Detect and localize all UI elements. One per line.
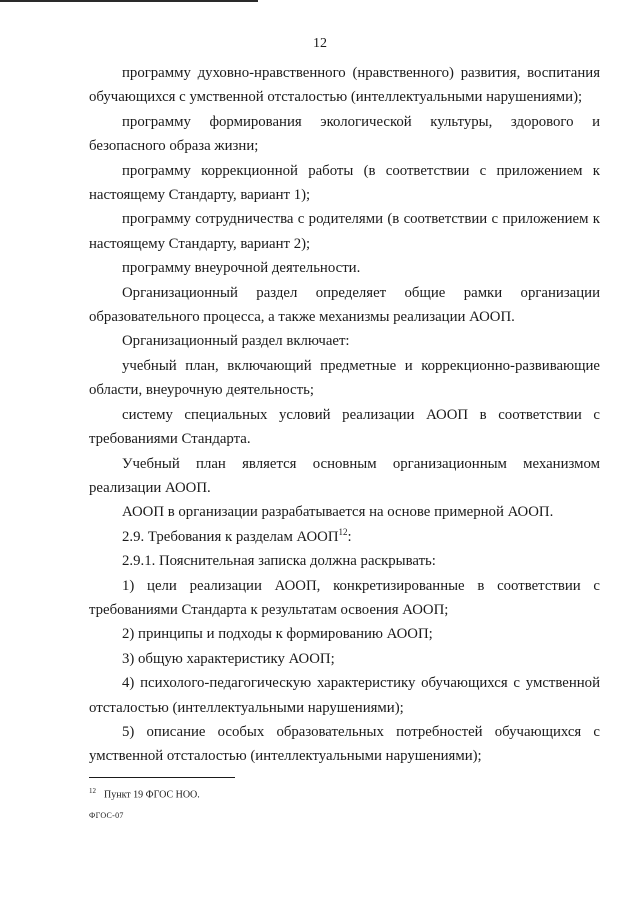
page-number: 12: [313, 36, 327, 51]
footnote-separator: [89, 777, 235, 778]
footnote: [89, 785, 200, 801]
list-item: 1) цели реализации АООП, конкретизированные в соответствии с требованиями Стандарта к результатам освоения АООП;: [89, 577, 600, 618]
paragraph: программу коррекционной работы (в соответствии с приложением к настоящему Стандарту, вариант 1);: [89, 162, 600, 204]
section-heading-suffix: :: [347, 528, 352, 545]
paragraph: АООП в организации разрабатывается на основе примерной АООП.: [122, 504, 554, 521]
paragraph: программу внеурочной деятельности.: [122, 260, 361, 277]
paragraph: программу духовно-нравственного (нравственного) развития, воспитания обучающихся с умственной отсталостью (интеллектуальными нарушениями);: [89, 65, 600, 106]
footnote-reference: 12: [338, 526, 348, 537]
document-body: [89, 61, 600, 769]
footnote-number: 12: [89, 787, 96, 795]
paragraph: программу сотрудничества с родителями (в соответствии с приложением к настоящему Стандарту, вариант 2);: [89, 211, 600, 252]
section-heading-text: 2.9. Требования к разделам АООП: [122, 528, 339, 545]
paragraph: Учебный план является основным организационным механизмом реализации АООП.: [89, 455, 600, 496]
section-heading: [89, 525, 600, 549]
footnote-text: Пункт 19 ФГОС НОО.: [104, 789, 200, 801]
subsection-heading: 2.9.1. Пояснительная записка должна раскрывать:: [122, 553, 436, 570]
paragraph: программу формирования экологической культуры, здорового и безопасного образа жизни;: [89, 113, 600, 155]
paragraph: Организационный раздел определяет общие рамки организации образовательного процесса, а также механизмы реализации АООП.: [89, 284, 600, 326]
top-edge-rule: [0, 0, 258, 2]
list-item: 4) психолого-педагогическую характеристику обучающихся с умственной отсталостью (интеллектуальными нарушениями);: [89, 675, 600, 716]
form-code: ФГОС-07: [89, 811, 124, 820]
list-item: 3) общую характеристику АООП;: [122, 650, 335, 667]
list-item: 5) описание особых образовательных потребностей обучающихся с умственной отсталостью (интеллектуальными нарушениями);: [89, 723, 600, 765]
paragraph: учебный план, включающий предметные и коррекционно-развивающие области, внеурочную деятельность;: [89, 357, 600, 399]
list-item: 2) принципы и подходы к формированию АООП;: [122, 626, 433, 643]
paragraph: систему специальных условий реализации АООП в соответствии с требованиями Стандарта.: [89, 406, 600, 448]
paragraph: Организационный раздел включает:: [122, 333, 350, 350]
